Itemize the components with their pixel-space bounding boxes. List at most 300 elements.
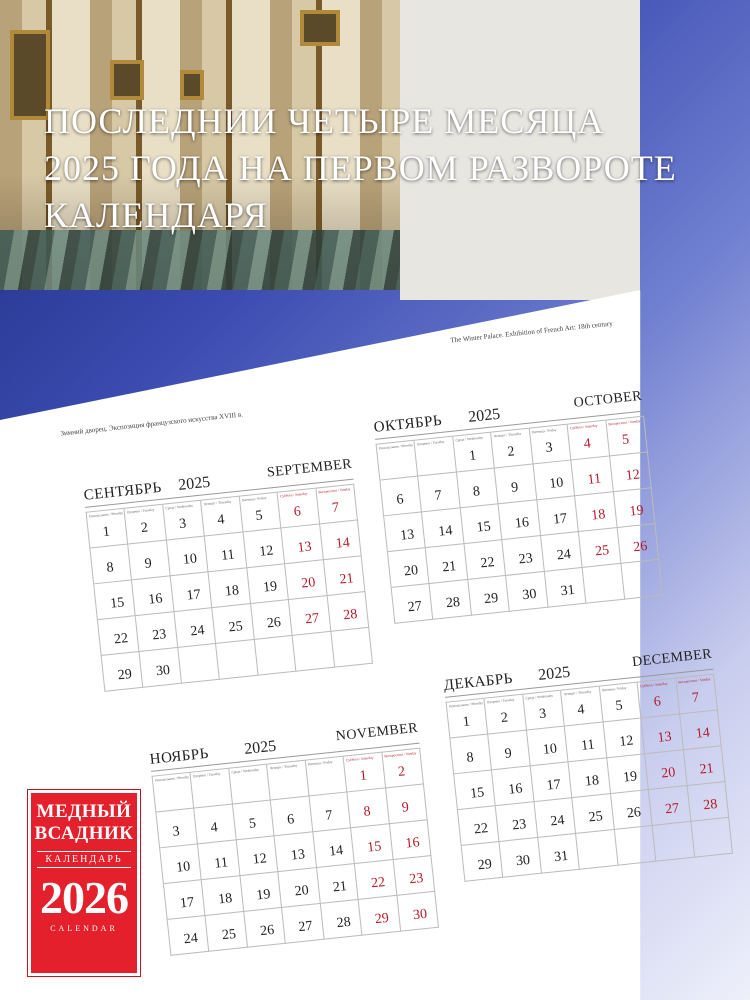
day-number: 30	[521, 586, 538, 604]
day-number: 13	[290, 847, 306, 864]
month-september	[82, 450, 373, 692]
day-number: 1	[102, 524, 111, 541]
day-cell	[461, 504, 503, 544]
day-number: 29	[477, 856, 493, 874]
day-number: 6	[293, 504, 302, 520]
day-cell	[617, 524, 659, 564]
day-number: 24	[189, 623, 206, 640]
weekday-label: Понедельник / Monday	[378, 442, 414, 451]
day-cell	[380, 476, 422, 516]
day-number: 2	[500, 710, 509, 727]
day-number: 18	[224, 583, 240, 600]
day-cell	[683, 746, 725, 786]
day-number: 29	[483, 590, 500, 608]
day-cell	[331, 628, 373, 668]
day-number: 30	[412, 906, 428, 924]
day-number: 12	[625, 467, 641, 484]
day-number: 17	[545, 777, 562, 794]
day-cell	[233, 800, 275, 840]
photo-caption-en: The Winter Palace. Exhibition of French Art: 18th century	[450, 319, 614, 345]
day-cell	[168, 916, 210, 956]
day-number: 2	[140, 520, 149, 537]
day-number: 1	[468, 448, 477, 465]
day-number: 23	[151, 627, 168, 644]
day-cell	[603, 718, 645, 758]
logo-year: 2026	[40, 872, 128, 923]
day-number: 6	[653, 694, 662, 710]
day-cell	[247, 564, 289, 604]
day-cell	[392, 584, 434, 624]
day-cell	[255, 636, 297, 676]
day-number: 25	[594, 543, 610, 560]
day-cell	[491, 429, 533, 469]
day-cell	[450, 734, 492, 774]
day-cell	[125, 505, 167, 545]
day-number: 12	[258, 543, 275, 560]
day-number: 20	[300, 575, 317, 592]
day-cell	[90, 544, 132, 584]
day-number: 17	[185, 587, 202, 604]
day-cell	[132, 576, 174, 616]
day-number: 26	[626, 805, 642, 822]
day-cell	[153, 773, 195, 813]
day-number: 11	[220, 547, 236, 564]
day-cell	[244, 908, 286, 948]
day-number: 24	[183, 930, 199, 948]
day-number: 20	[403, 563, 419, 580]
month-name-ru: СЕНТЯБРЬ	[83, 479, 163, 504]
day-number: 19	[622, 769, 638, 786]
day-cell	[351, 824, 393, 864]
day-number: 4	[576, 702, 586, 719]
day-cell	[278, 489, 320, 529]
day-cell	[98, 616, 140, 656]
day-number: 21	[441, 559, 458, 576]
day-number: 8	[465, 750, 475, 766]
weekday-label: Воскресенье / Sunday	[318, 487, 351, 495]
day-cell	[611, 790, 653, 830]
month-name-en: OCTOBER	[573, 388, 643, 411]
photo-caption-ru: Зимний дворец. Экспозиция французского искусства XVIII в.	[60, 410, 244, 438]
day-cell	[289, 596, 331, 636]
day-cell	[355, 860, 397, 900]
day-number: 10	[548, 475, 565, 492]
day-cell	[530, 425, 572, 465]
day-number: 14	[437, 523, 454, 540]
day-cell	[615, 826, 657, 866]
day-cell	[389, 820, 431, 860]
day-cell	[129, 540, 171, 580]
day-number: 10	[182, 551, 198, 568]
day-cell	[240, 872, 282, 912]
weekday-label: Четверг / Thursday	[203, 499, 232, 507]
weekday-label: Вторник / Tuesday	[127, 507, 155, 515]
day-cell	[573, 794, 615, 834]
day-number: 28	[702, 797, 719, 814]
day-cell	[313, 828, 355, 868]
day-number: 3	[544, 440, 554, 457]
day-cell	[533, 460, 575, 500]
day-number: 10	[542, 741, 558, 758]
month-year: 2025	[537, 663, 572, 684]
day-cell	[136, 612, 178, 652]
day-cell	[568, 421, 610, 461]
day-number: 26	[259, 922, 276, 940]
day-cell	[359, 896, 401, 936]
day-cell	[377, 441, 419, 481]
day-number: 15	[469, 785, 486, 802]
day-number: 21	[332, 879, 348, 896]
day-cell	[447, 699, 489, 739]
day-number: 30	[515, 852, 531, 870]
day-cell	[545, 568, 587, 608]
day-cell	[454, 770, 496, 810]
day-cell	[237, 836, 279, 876]
day-cell	[163, 501, 205, 541]
day-cell	[638, 679, 680, 719]
day-cell	[422, 508, 464, 548]
day-cell	[344, 753, 386, 793]
month-november	[148, 714, 439, 956]
day-cell	[527, 726, 569, 766]
day-cell	[309, 792, 351, 832]
day-cell	[213, 604, 255, 644]
day-number: 19	[628, 503, 645, 520]
day-cell	[610, 452, 652, 492]
day-cell	[531, 762, 573, 802]
month-year: 2025	[177, 473, 212, 494]
logo-line-2: ВСАДНИК	[34, 823, 134, 844]
day-cell	[621, 560, 663, 600]
weekday-label: Среда / Wednesday	[455, 435, 484, 443]
day-cell	[653, 822, 695, 862]
day-number: 16	[147, 591, 164, 608]
day-number: 30	[155, 662, 171, 680]
day-cell	[321, 900, 363, 940]
logo-line-5: CALENDAR	[50, 924, 118, 933]
day-cell	[565, 722, 607, 762]
day-cell	[267, 761, 309, 801]
day-number: 12	[618, 733, 635, 750]
weekday-label: Суббота / Saturday	[279, 491, 308, 499]
day-cell	[285, 560, 327, 600]
day-number: 22	[113, 631, 129, 648]
day-cell	[156, 808, 198, 848]
day-number: 11	[580, 737, 596, 754]
day-cell	[171, 572, 213, 612]
day-number: 11	[586, 471, 602, 488]
day-cell	[191, 769, 233, 809]
day-number: 5	[621, 432, 630, 448]
day-cell	[209, 568, 251, 608]
painting-frame	[180, 70, 204, 100]
day-number: 15	[475, 519, 492, 536]
weekday-label: Пятница / Friday	[307, 759, 333, 767]
day-cell	[453, 433, 495, 473]
day-cell	[426, 544, 468, 584]
day-number: 7	[434, 488, 443, 504]
day-cell	[523, 691, 565, 731]
day-cell	[198, 840, 240, 880]
day-number: 9	[401, 800, 410, 816]
day-number: 12	[251, 851, 268, 868]
day-cell	[317, 864, 359, 904]
day-number: 5	[248, 816, 257, 832]
headline-line-1: ПОСЛЕДНИИ ЧЕТЫРЕ МЕСЯЦА	[44, 101, 605, 141]
day-cell	[87, 509, 129, 549]
day-number: 16	[507, 781, 524, 798]
day-cell	[676, 675, 718, 715]
day-number: 7	[691, 690, 700, 706]
day-number: 9	[504, 746, 513, 762]
day-number: 28	[445, 594, 461, 612]
month-october	[372, 382, 663, 624]
day-number: 15	[366, 839, 383, 856]
day-cell	[496, 802, 538, 842]
day-cell	[397, 892, 439, 932]
painting-frame	[300, 10, 340, 46]
day-cell	[458, 806, 500, 846]
day-number: 20	[293, 883, 310, 900]
day-number: 22	[479, 555, 496, 572]
day-cell	[583, 564, 625, 604]
day-cell	[102, 652, 144, 692]
day-number: 4	[583, 436, 592, 452]
day-cell	[382, 749, 424, 789]
month-name-en: DECEMBER	[631, 646, 713, 671]
day-cell	[251, 600, 293, 640]
day-number: 22	[473, 821, 489, 838]
day-cell	[293, 632, 335, 672]
day-cell	[462, 842, 504, 882]
day-cell	[500, 838, 542, 878]
day-number: 15	[109, 595, 126, 612]
day-cell	[537, 496, 579, 536]
day-cell	[202, 876, 244, 916]
day-cell	[506, 572, 548, 612]
month-grid	[86, 484, 373, 692]
day-cell	[575, 492, 617, 532]
day-number: 2	[506, 444, 516, 461]
day-number: 26	[266, 615, 282, 632]
day-cell	[205, 532, 247, 572]
day-cell	[282, 524, 324, 564]
day-cell	[316, 485, 358, 525]
day-number: 24	[556, 547, 572, 564]
day-number: 5	[254, 508, 264, 525]
weekday-label: Пятница / Friday	[601, 685, 627, 693]
day-cell	[164, 880, 206, 920]
day-number: 17	[552, 511, 568, 528]
day-cell	[579, 528, 621, 568]
weekday-label: Понедельник / Monday	[154, 774, 190, 783]
day-cell	[600, 683, 642, 723]
day-number: 29	[374, 910, 390, 928]
day-number: 4	[216, 512, 226, 529]
day-number: 1	[462, 714, 471, 731]
weekday-label: Четверг / Thursday	[269, 763, 298, 771]
day-number: 10	[175, 859, 192, 876]
day-number: 16	[404, 835, 421, 852]
day-number: 9	[144, 556, 153, 572]
day-number: 8	[362, 804, 372, 820]
day-cell	[499, 500, 541, 540]
day-number: 25	[227, 619, 244, 636]
day-number: 14	[328, 843, 344, 860]
day-cell	[534, 798, 576, 838]
day-cell	[216, 640, 258, 680]
day-number: 7	[324, 808, 334, 824]
day-number: 27	[304, 611, 320, 628]
month-name-en: SEPTEMBER	[266, 456, 353, 481]
weekday-label: Суббота / Saturday	[569, 423, 598, 431]
day-number: 27	[664, 801, 680, 818]
day-number: 26	[632, 539, 649, 556]
day-cell	[457, 468, 499, 508]
day-cell	[642, 714, 684, 754]
day-cell	[489, 730, 531, 770]
weekday-label: Вторник / Tuesday	[487, 697, 515, 705]
day-cell	[687, 782, 729, 822]
day-cell	[613, 488, 655, 528]
day-number: 19	[262, 579, 278, 596]
day-number: 23	[511, 817, 528, 834]
day-cell	[419, 472, 461, 512]
day-number: 8	[105, 560, 115, 576]
month-year: 2025	[243, 737, 278, 758]
day-cell	[415, 437, 457, 477]
day-number: 3	[171, 824, 181, 840]
day-number: 24	[549, 813, 566, 830]
day-number: 14	[335, 535, 351, 552]
day-number: 16	[514, 515, 530, 532]
day-number: 31	[553, 848, 570, 866]
day-cell	[167, 536, 209, 576]
day-number: 9	[510, 480, 519, 496]
weekday-label: Вторник / Tuesday	[193, 771, 221, 779]
day-cell	[201, 497, 243, 537]
day-number: 18	[590, 507, 607, 524]
day-number: 11	[213, 855, 229, 872]
day-number: 22	[370, 875, 386, 892]
day-cell	[229, 765, 271, 805]
day-cell	[495, 464, 537, 504]
day-number: 2	[397, 764, 406, 780]
weekday-label: Четверг / Thursday	[493, 431, 522, 439]
day-number: 28	[342, 607, 359, 624]
day-cell	[195, 804, 237, 844]
day-cell	[606, 417, 648, 457]
day-cell	[538, 834, 580, 874]
day-number: 18	[217, 891, 234, 908]
day-cell	[306, 757, 348, 797]
day-cell	[243, 528, 285, 568]
month-grid	[446, 674, 733, 882]
day-number: 3	[538, 706, 547, 723]
day-number: 23	[408, 871, 425, 888]
weekday-label: Пятница / Friday	[241, 495, 267, 503]
day-cell	[327, 592, 369, 632]
day-cell	[607, 754, 649, 794]
day-number: 21	[698, 761, 715, 778]
day-number: 1	[359, 768, 368, 784]
day-cell	[468, 576, 510, 616]
day-number: 19	[255, 887, 272, 904]
day-cell	[680, 710, 722, 750]
day-cell	[464, 540, 506, 580]
medny-vsadnik-logo	[28, 790, 140, 976]
month-name-ru: НОЯБРЬ	[149, 745, 210, 768]
day-cell	[348, 788, 390, 828]
day-cell	[320, 520, 362, 560]
headline	[44, 98, 744, 239]
day-cell	[572, 456, 614, 496]
weekday-label: Воскресенье / Sunday	[678, 677, 711, 685]
day-cell	[140, 648, 182, 688]
day-number: 4	[210, 820, 219, 836]
weekday-label: Среда / Wednesday	[231, 767, 260, 775]
weekday-label: Понедельник / Monday	[448, 700, 484, 709]
day-cell	[645, 750, 687, 790]
day-cell	[649, 786, 691, 826]
weekday-label: Среда / Wednesday	[165, 503, 194, 511]
day-cell	[160, 844, 202, 884]
weekday-label: Воскресенье / Sunday	[608, 419, 641, 427]
day-number: 27	[297, 918, 314, 936]
logo-line-1: МЕДНЫЙ	[36, 801, 132, 822]
day-cell	[393, 856, 435, 896]
month-year: 2025	[467, 405, 502, 426]
day-cell	[94, 580, 136, 620]
day-cell	[576, 830, 618, 870]
day-number: 28	[335, 914, 352, 932]
day-cell	[485, 695, 527, 735]
headline-line-3: КАЛЕНДАРЯ	[44, 195, 268, 235]
day-cell	[174, 608, 216, 648]
day-number: 31	[559, 582, 576, 600]
month-grid	[376, 416, 663, 624]
painting-frame	[110, 60, 144, 100]
day-cell	[503, 536, 545, 576]
headline-line-2: 2025 ГОДА НА ПЕРВОМ РАЗВОРОТЕ	[44, 148, 677, 188]
day-cell	[206, 912, 248, 952]
day-cell	[561, 687, 603, 727]
day-cell	[386, 784, 428, 824]
day-number: 27	[407, 598, 423, 616]
weekday-label: Понедельник / Monday	[88, 510, 124, 519]
month-name-en: NOVEMBER	[335, 720, 419, 745]
day-number: 17	[179, 895, 195, 912]
day-number: 8	[472, 484, 481, 500]
weekday-label: Суббота / Saturday	[639, 681, 668, 689]
day-cell	[492, 766, 534, 806]
month-december	[442, 640, 733, 882]
day-number: 23	[517, 551, 534, 568]
month-grid	[152, 748, 439, 956]
day-cell	[178, 644, 220, 684]
day-cell	[271, 796, 313, 836]
weekday-label: Четверг / Thursday	[563, 689, 592, 697]
day-number: 6	[395, 492, 405, 508]
day-cell	[240, 493, 282, 533]
day-cell	[282, 904, 324, 944]
weekday-label: Пятница / Friday	[531, 427, 557, 435]
day-cell	[430, 580, 472, 620]
day-cell	[279, 868, 321, 908]
day-number: 3	[178, 516, 187, 533]
day-cell	[275, 832, 317, 872]
day-number: 21	[338, 571, 355, 588]
